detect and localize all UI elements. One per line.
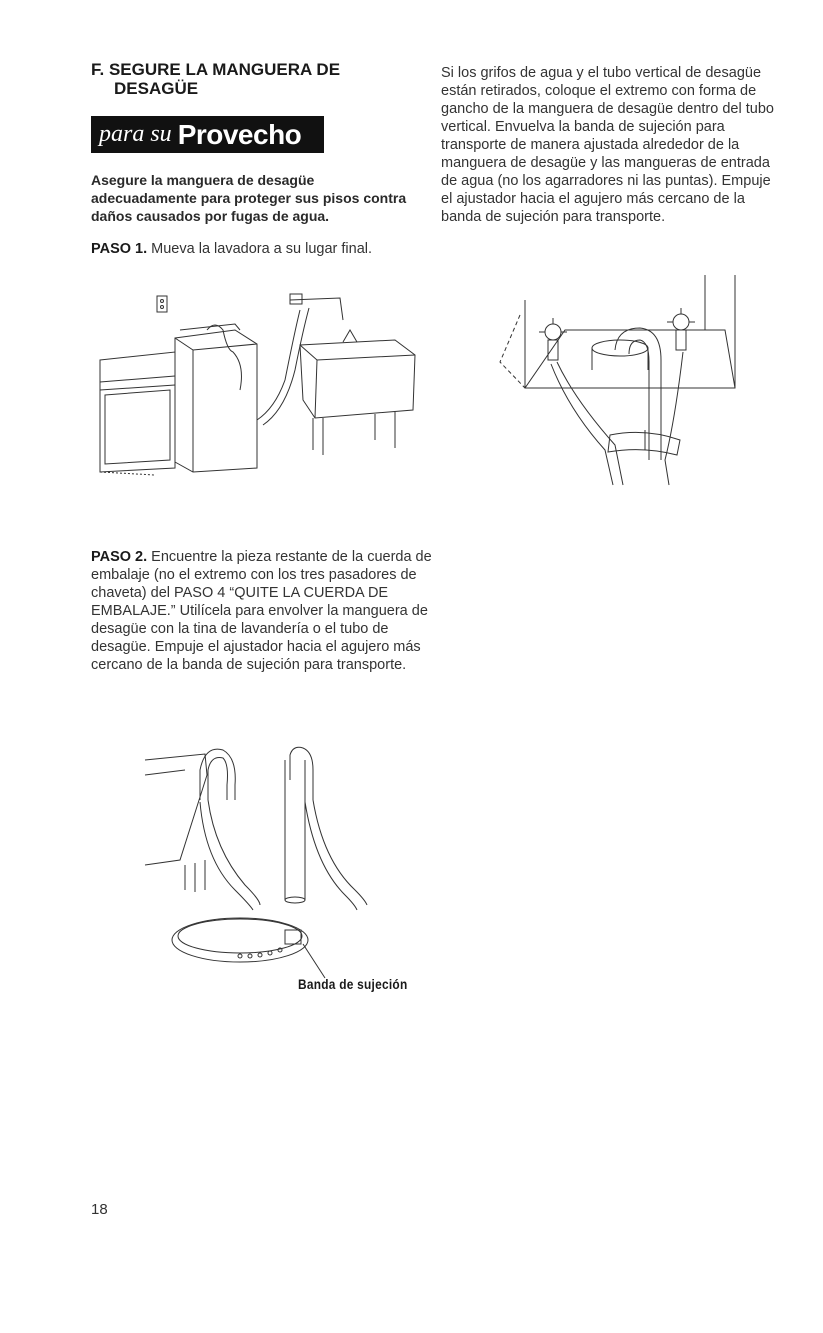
standpipe-faucets-illustration: [495, 270, 745, 495]
strap-caption: Banda de sujeción: [298, 976, 408, 992]
badge-text-italic: para su: [99, 121, 172, 147]
step-1: [91, 240, 411, 258]
step-2: [91, 548, 436, 674]
washer-laundry-tub-illustration: [95, 290, 420, 485]
para-su-provecho-badge: [91, 116, 324, 153]
step-2-label: PASO 2.: [91, 549, 148, 565]
page-number: 18: [91, 1201, 108, 1218]
badge-text-bold: Provecho: [177, 118, 302, 150]
section-heading: [91, 60, 391, 98]
step-1-text: Mueva la lavadora a su lugar final.: [147, 241, 373, 257]
step-2-text: Encuentre la pieza restante de la cuerda de embalaje (no el extremo con los tres pasadores de chaveta) del PASO 4 “QUITE LA CUERDA DE EMBALAJE.” Utilícela para envolver la manguera de desagüe con la tina de lavandería o el tubo de desagüe. Empuje el ajustador hacia el agujero más cercano de la banda de sujeción para transporte.: [91, 549, 432, 673]
warning-text: Asegure la manguera de desagüe adecuadamente para proteger sus pisos contra daños causados por fugas de agua.: [91, 172, 407, 224]
standpipe-instructions: Si los grifos de agua y el tubo vertical de desagüe están retirados, coloque el extremo con forma de gancho de la manguera de desagüe dentro del tubo vertical. Envuelva la banda de sujeción para transporte de manera ajustada alrededor de la manguera de desagüe y las mangueras de entrada de agua (no los agarradores ni las puntas). Empuje el ajustador hacia el agujero más cercano de la banda de sujeción para transporte.: [441, 65, 774, 225]
heading-line-2: DESAGÜE: [114, 79, 199, 98]
step-1-label: PASO 1.: [91, 241, 148, 257]
heading-line-1: F. SEGURE LA MANGUERA DE: [91, 60, 341, 79]
hose-strap-illustration: [145, 740, 375, 980]
